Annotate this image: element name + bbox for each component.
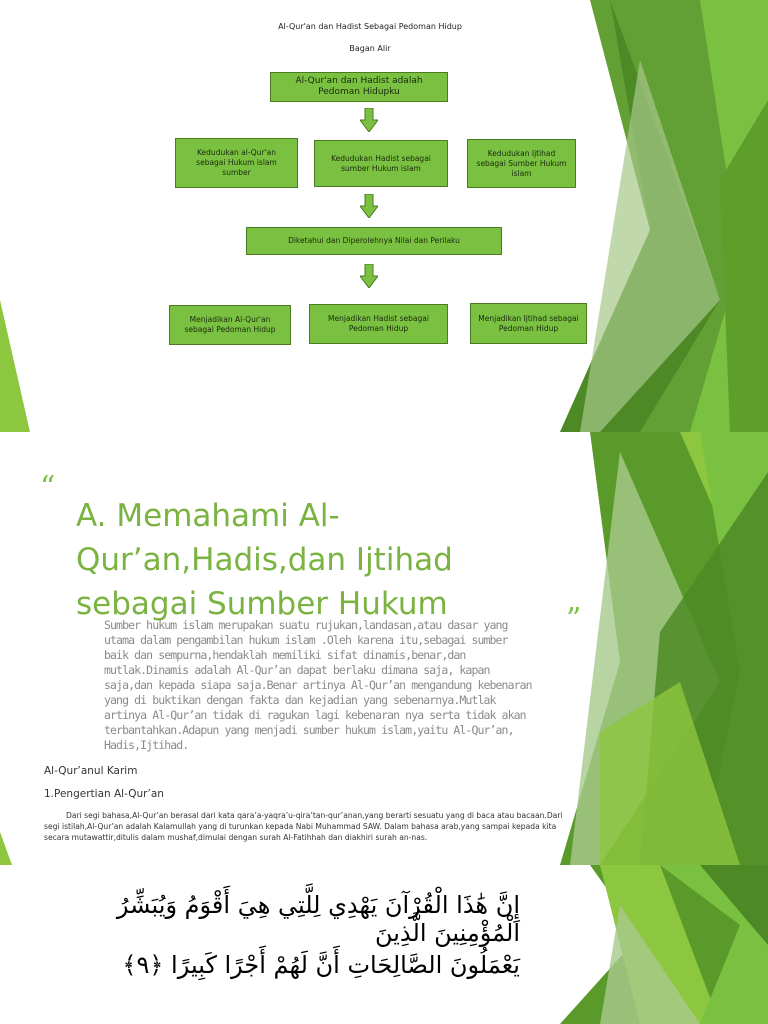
close-quote-mark: ” — [566, 602, 582, 637]
flow-box-hadist-position: Kedudukan Hadist sebagai sumber Hukum islam — [314, 140, 448, 187]
slide-flowchart — [0, 0, 768, 432]
flow-box-values: Diketahui dan Diperolehnya Nilai dan Perilaku — [246, 227, 502, 255]
definition-paragraph: Dari segi bahasa,Al-Qur’an berasal dari kata qara’a-yaqra’u-qira’tan-qur’anan,yang berarti sesuatu yang di baca atau bacaan.Dari segi istilah,Al-Qur’an adalah Kalamullah yang di turunkan kepada Nabi Muhammad SAW. Dalam bahasa arab,yang sampai kepada kita secara mutawattir,ditulis dalam mushaf,dimulai dengan surah Al-Fatihhah dan diakhiri surah an-nas. — [44, 811, 563, 842]
flow-box-hadist-guide: Menjadikan Hadist sebagai Pedoman Hidup — [309, 304, 448, 344]
open-quote-mark: “ — [40, 470, 56, 505]
flow-box-quran-guide: Menjadikan Al-Qur'an sebagai Pedoman Hidup — [169, 305, 291, 345]
arrow-down-icon — [360, 264, 378, 288]
sub-heading: Al-Qur’anul Karim — [44, 765, 138, 777]
arrow-down-icon — [360, 108, 378, 132]
flowchart-title: Al-Qur'an dan Hadist Sebagai Pedoman Hidup — [278, 22, 462, 31]
body-paragraph: Sumber hukum islam merupakan suatu rujukan,landasan,atau dasar yang utama dalam pengambilan hukum islam .Oleh karena itu,sebagai sumber baik dan sempurna,hendaklah memiliki sifat dinamis,benar,dan mutlak.Dinamis adalah Al-Qur’an dapat berlaku dimana saja, kapan saja,dan kepada siapa saja.Benar artinya Al-Qur’an mengandung kebenaran yang di buktikan dengan fakta dan kejadian yang sebenarnya.Mutlak artinya Al-Qur’an tidak di ragukan lagi kebenaran nya serta tidak akan terbantahkan.Adapun yang menjadi sumber hukum islam,yaitu Al-Qur’an, Hadis,Ijtihad. — [104, 618, 532, 752]
green-decor-shapes — [0, 0, 768, 432]
slide-verse — [0, 865, 768, 1024]
flow-box-quran-position: Kedudukan al-Qur'an sebagai Hukum islam sumber — [175, 138, 298, 188]
section-heading: A. Memahami Al-Qur’an,Hadis,dan Ijtihad sebagai Sumber Hukum — [76, 498, 453, 622]
slide-text — [0, 432, 768, 865]
quran-verse-line-2: يَعْمَلُونَ الصَّالِحَاتِ أَنَّ لَهُمْ أَجْرًا كَبِيرًا ﴿٩﴾ — [122, 951, 520, 979]
section-number-heading: 1.Pengertian Al-Qur’an — [44, 788, 164, 800]
flowchart-subtitle: Bagan Alir — [349, 44, 391, 53]
flow-box-ijtihad-position: Kedudukan Ijtihad sebagai Sumber Hukum islam — [467, 139, 576, 188]
arrow-down-icon — [360, 194, 378, 218]
flow-box-top: Al-Qur'an dan Hadist adalah Pedoman Hidupku — [270, 72, 448, 102]
flow-box-ijtihad-guide: Menjadikan Ijtihad sebagai Pedoman Hidup — [470, 303, 587, 344]
quran-verse-line-1: إِنَّ هَٰذَا الْقُرْآنَ يَهْدِي لِلَّتِي هِيَ أَقْوَمُ وَيُبَشِّرُ الْمُؤْمِنِينَ الَّذِينَ — [116, 891, 520, 947]
